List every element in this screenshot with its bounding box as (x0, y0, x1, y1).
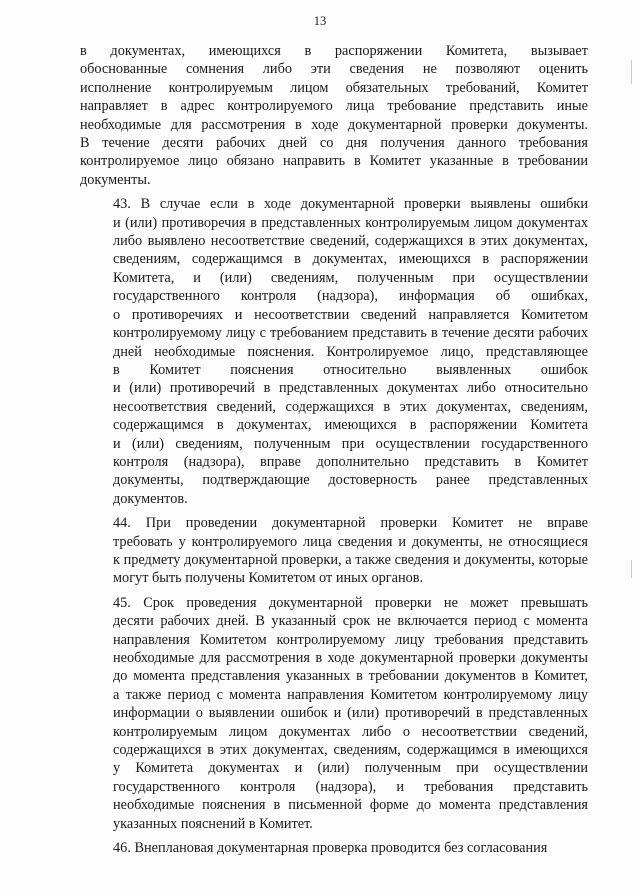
text-line: В течение десяти рабочих дней со дня получения данного требования (80, 135, 588, 152)
text-line: контролируемому лицу с требованием представить в течение десяти рабочих (113, 325, 588, 342)
text-line: документы, подтверждающие достоверность ранее представленных (113, 472, 588, 489)
text-line: дней необходимые пояснения. Контролируемое лицо, представляющее (113, 343, 588, 360)
text-line: у Комитета документах и (или) полученным при осуществлении (113, 760, 588, 777)
paragraph (80, 839, 588, 857)
text-line: могут быть получены Комитетом от иных органов. (113, 570, 424, 587)
text-line: и (или) противоречий в представленных документах либо относительно (113, 380, 588, 397)
paragraph (80, 594, 588, 833)
paragraph (80, 195, 588, 508)
text-line: государственного контроля (надзора), и требования представить (113, 778, 588, 795)
text-line: до момента представления указанных в требовании документов в Комитет, (113, 668, 588, 685)
text-line: документы. (80, 171, 151, 188)
text-line: Комитета, и (или) сведениям, полученным при осуществлении (113, 269, 588, 286)
text-line: к предмету документарной проверки, а также сведения и документы, которые (113, 551, 588, 568)
text-line: о противоречиях и несоответствии сведений направляется Комитетом (113, 306, 588, 323)
text-line: 44. При проведении документарной проверки Комитет не вправе (113, 515, 588, 532)
text-line: в документах, имеющихся в распоряжении Комитета, вызывает (80, 43, 588, 59)
text-line: 45. Срок проведения документарной проверки не может превышать (113, 594, 588, 611)
scan-margin-mark (631, 560, 632, 578)
text-line: контроля (надзора), вправе дополнительно представить в Комитет (113, 453, 588, 470)
text-line: десяти рабочих дней. В указанный срок не включается период с момента (113, 613, 588, 630)
text-line: либо выявлено несоответствие сведений, содержащихся в этих документах, (113, 233, 588, 250)
text-line: необходимые пояснения в письменной форме до момента представления (113, 797, 588, 814)
text-line: информации о выявлении ошибок и (или) противоречий в представленных (113, 705, 588, 722)
page-number: 13 (313, 14, 327, 28)
document-body (80, 42, 588, 863)
text-line: контролируемым лицом документах либо о несоответствии сведений, (113, 723, 588, 740)
text-line: указанных пояснений в Комитет. (113, 815, 313, 832)
scan-margin-mark (631, 60, 632, 84)
text-line: содержащихся в этих документах, сведениям, содержащимся в имеющихся (113, 742, 588, 759)
text-line: несоответствия сведений, содержащихся в этих документах, сведениям, (113, 398, 588, 415)
text-line: 46. Внеплановая документарная проверка проводится без согласования (113, 840, 548, 857)
text-line: государственного контроля (надзора), информация об ошибках, (113, 288, 588, 305)
text-line: требовать у контролируемого лица сведения и документы, не относящиеся (113, 533, 588, 550)
text-line: необходимые для рассмотрения в ходе документарной проверки документы (113, 650, 588, 666)
paragraph (80, 514, 588, 588)
paragraph (80, 42, 588, 189)
text-line: сведениям, содержащимся в документах, имеющихся в распоряжении (113, 251, 588, 268)
text-line: содержащимся в документах, имеющихся в распоряжении Комитета (113, 417, 588, 434)
text-line: документов. (113, 490, 188, 507)
text-line: и (или) противоречия в представленных контролируемым лицом документах (113, 214, 588, 231)
text-line: направляет в адрес контролируемого лица требование представить иные (80, 98, 588, 115)
text-line: направления Комитетом контролируемому лицу требования представить (113, 631, 588, 648)
text-line: в Комитет пояснения относительно выявленных ошибок (113, 361, 588, 378)
text-line: исполнение контролируемым лицом обязательных требований, Комитет (80, 79, 588, 96)
text-line: обоснованные сомнения либо эти сведения не позволяют оценить (80, 61, 588, 78)
text-line: контролируемое лицо обязано направить в Комитет указанные в требовании (80, 153, 588, 170)
text-line: а также период с момента направления Комитетом контролируемому лицу (113, 686, 588, 703)
text-line: необходимые для рассмотрения в ходе документарной проверки документы. (80, 116, 588, 133)
text-line: и (или) сведениям, полученным при осуществлении государственного (113, 435, 588, 452)
text-line: 43. В случае если в ходе документарной проверки выявлены ошибки (113, 196, 588, 213)
